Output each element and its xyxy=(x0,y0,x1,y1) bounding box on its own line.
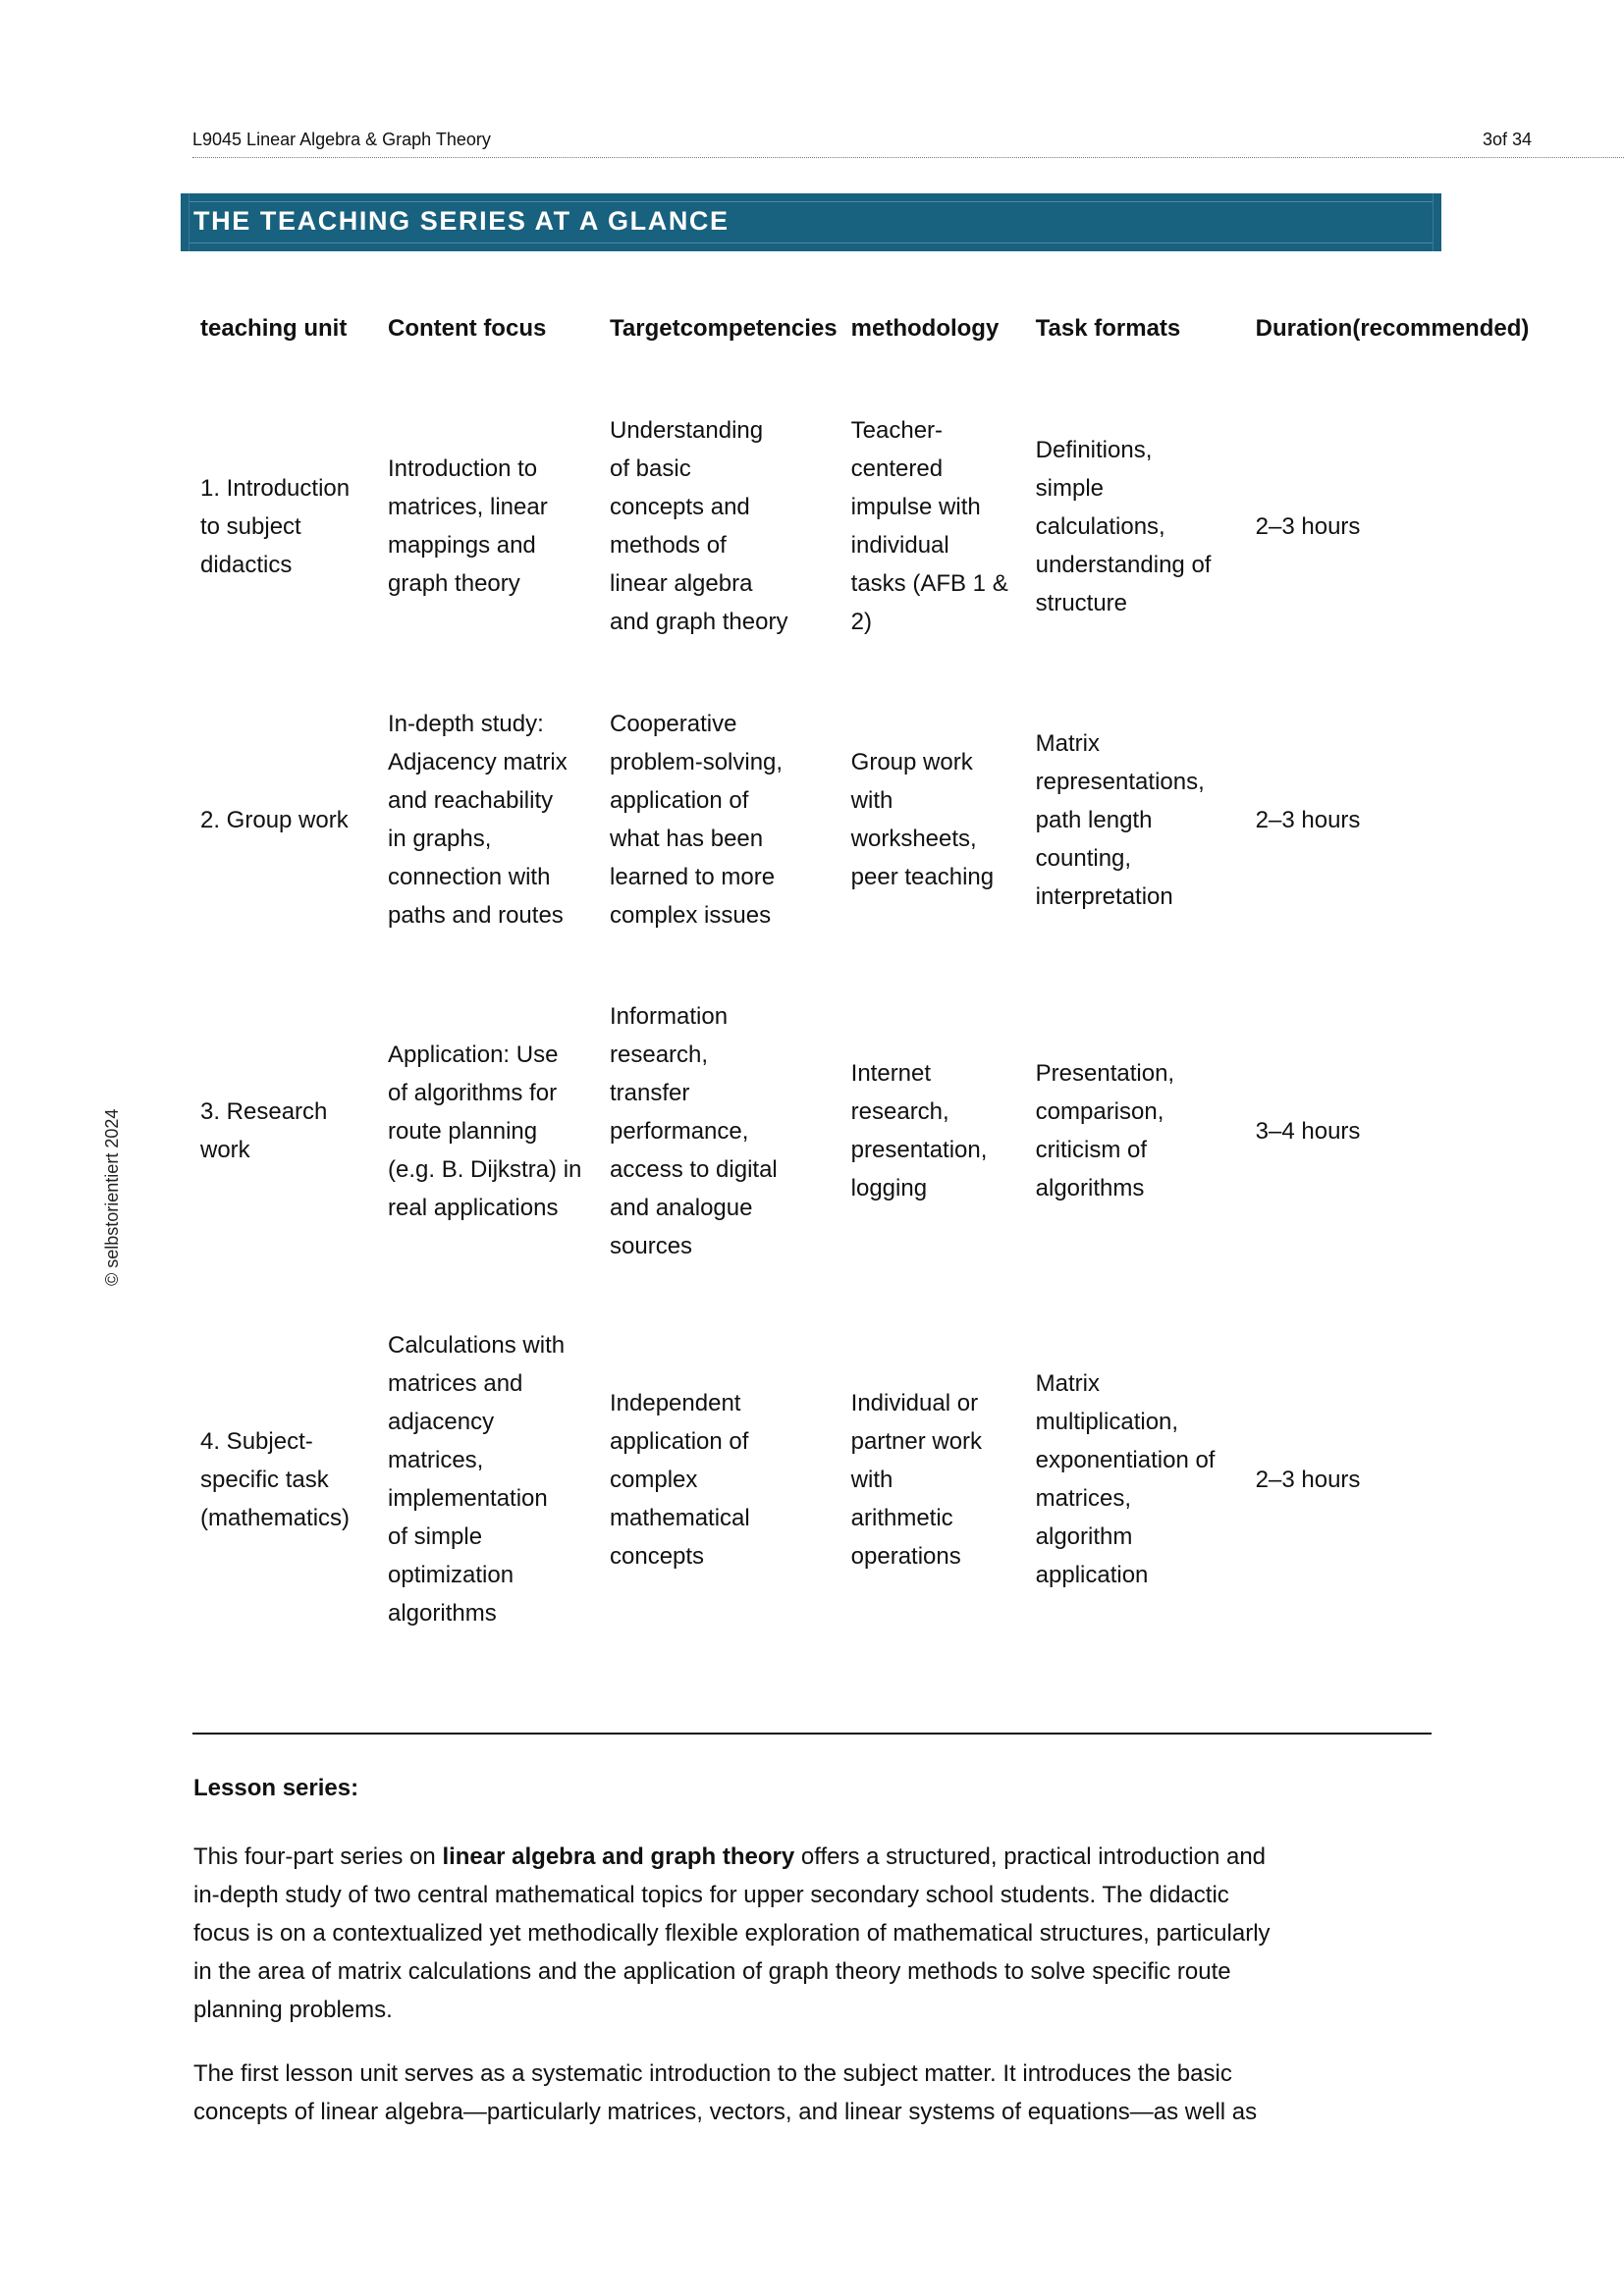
cell-duration xyxy=(1249,673,1537,966)
cell-line: counting, xyxy=(1035,844,1132,872)
header-dotted-divider xyxy=(192,157,1624,158)
header-methodology xyxy=(844,277,1029,379)
cell-line: methodology xyxy=(850,314,1000,342)
cell-line: (recommended) xyxy=(1352,314,1530,342)
cell-content-focus xyxy=(381,673,603,966)
table-row xyxy=(193,673,1536,966)
cell-line: access to digital xyxy=(610,1155,778,1183)
cell-line: structure xyxy=(1035,589,1128,616)
cell-line: (mathematics) xyxy=(200,1504,351,1531)
cell-line: to subject xyxy=(200,512,301,540)
cell-line: arithmetic xyxy=(850,1504,953,1531)
running-header xyxy=(192,130,1624,159)
cell-line: In-depth study: xyxy=(388,711,544,737)
cell-line: 2) xyxy=(850,609,872,635)
cell-line: Introduction to xyxy=(388,455,538,482)
cell-target-competencies xyxy=(603,1296,844,1663)
cell-line: 2–3 hours xyxy=(1255,1466,1361,1493)
paragraph-line: in the area of matrix calculations and the application of graph theory methods to solve specific route xyxy=(193,1958,1231,1985)
copyright-note: © selbstorientiert 2024 xyxy=(102,1108,122,1286)
cell-line: Matrix xyxy=(1035,1370,1100,1397)
cell-line: peer teaching xyxy=(850,864,995,890)
cell-line: understanding of xyxy=(1035,551,1212,578)
cell-line: algorithms xyxy=(388,1600,497,1627)
cell-line: Content focus xyxy=(388,314,547,342)
cell-line: complex xyxy=(610,1466,698,1493)
cell-line: specific task xyxy=(200,1466,329,1493)
cell-line: Understanding xyxy=(610,417,764,444)
cell-teaching-unit xyxy=(193,673,381,966)
cell-duration xyxy=(1249,1296,1537,1663)
cell-line: of simple xyxy=(388,1523,483,1550)
cell-line: what has been xyxy=(610,826,764,852)
cell-line: methods of xyxy=(610,532,727,559)
paragraph-line: concepts of linear algebra—particularly matrices, vectors, and linear systems of equations—as well as xyxy=(193,2099,1258,2125)
cell-line: path length xyxy=(1035,806,1153,833)
cell-line: research, xyxy=(610,1041,709,1068)
cell-line: application of xyxy=(610,787,749,814)
cell-line: tasks (AFB 1 & xyxy=(850,570,1008,597)
cell-line: operations xyxy=(850,1542,961,1570)
cell-line: partner work xyxy=(850,1427,983,1455)
section-title: THE TEACHING SERIES AT A GLANCE xyxy=(193,206,730,236)
cell-line: criticism of xyxy=(1035,1137,1147,1163)
paragraph-line: planning problems. xyxy=(193,1997,393,2023)
cell-teaching-unit xyxy=(193,379,381,673)
cell-line: representations, xyxy=(1035,768,1205,795)
cell-line: research, xyxy=(850,1098,949,1125)
cell-line: 4. Subject- xyxy=(200,1427,313,1455)
lesson-series-paragraph-2 xyxy=(193,2055,1450,2131)
cell-line: didactics xyxy=(200,551,293,578)
cell-line: performance, xyxy=(610,1117,749,1145)
paragraph-line: focus is on a contextualized yet methodically flexible exploration of mathematical structures, particularly xyxy=(193,1920,1271,1947)
cell-line: multiplication, xyxy=(1035,1409,1179,1435)
cell-line: Independent xyxy=(610,1389,741,1416)
cell-line: implementation xyxy=(388,1485,548,1512)
cell-line: Application: Use xyxy=(388,1041,559,1068)
cell-task-formats xyxy=(1029,673,1249,966)
cell-line: concepts and xyxy=(610,494,750,520)
cell-line: Presentation, xyxy=(1035,1060,1175,1087)
cell-line: adjacency xyxy=(388,1409,495,1435)
cell-line: matrices, linear xyxy=(388,494,548,520)
cell-teaching-unit xyxy=(193,1296,381,1663)
teaching-series-table xyxy=(193,277,1536,1663)
cell-line: and graph theory xyxy=(610,609,788,635)
cell-content-focus xyxy=(381,1296,603,1663)
cell-line: Task formats xyxy=(1035,314,1181,342)
cell-line: algorithm xyxy=(1035,1523,1133,1550)
cell-line: 3–4 hours xyxy=(1255,1117,1361,1145)
cell-task-formats xyxy=(1029,1296,1249,1663)
cell-teaching-unit xyxy=(193,966,381,1296)
section-banner xyxy=(181,193,1441,251)
cell-line: optimization xyxy=(388,1562,514,1588)
page-indicator: 3of 34 xyxy=(1483,130,1533,149)
cell-task-formats xyxy=(1029,966,1249,1296)
cell-line: interpretation xyxy=(1035,882,1173,910)
paragraph-line: in-depth study of two central mathematical topics for upper secondary school students. The didactic xyxy=(193,1882,1229,1908)
cell-line: teaching unit xyxy=(200,314,348,342)
cell-duration xyxy=(1249,379,1537,673)
cell-line: 1. Introduction xyxy=(200,474,351,502)
cell-line: Adjacency matrix xyxy=(388,749,568,775)
cell-methodology xyxy=(844,673,1029,966)
cell-line: Cooperative xyxy=(610,711,737,737)
table-row xyxy=(193,966,1536,1296)
cell-line: Duration xyxy=(1255,314,1353,342)
cell-methodology xyxy=(844,1296,1029,1663)
cell-line: Calculations with xyxy=(388,1332,566,1359)
cell-line: Information xyxy=(610,1002,729,1030)
cell-line: Internet xyxy=(850,1060,932,1087)
cell-line: linear algebra xyxy=(610,570,753,597)
section-divider xyxy=(192,1733,1432,1735)
cell-line: comparison, xyxy=(1035,1098,1164,1125)
paragraph-line xyxy=(193,1838,1450,1876)
cell-line: (e.g. B. Dijkstra) in xyxy=(388,1155,582,1183)
cell-line: Teacher- xyxy=(850,417,944,444)
paragraph-line: The first lesson unit serves as a systematic introduction to the subject matter. It introduces the basic xyxy=(193,2060,1232,2087)
text-span: This four-part series on xyxy=(193,1843,443,1870)
cell-line: of algorithms for xyxy=(388,1079,558,1106)
cell-line: Group work xyxy=(850,749,973,775)
document-title: L9045 Linear Algebra & Graph Theory xyxy=(192,130,491,149)
cell-content-focus xyxy=(381,379,603,673)
cell-line: with xyxy=(850,1466,893,1493)
cell-line: exponentiation of xyxy=(1035,1447,1216,1473)
cell-line: matrices and xyxy=(388,1370,523,1397)
cell-line: Matrix xyxy=(1035,729,1100,757)
cell-duration xyxy=(1249,966,1537,1296)
cell-line: learned to more xyxy=(610,864,776,890)
table-row xyxy=(193,379,1536,673)
cell-line: 2. Group work xyxy=(200,806,349,833)
cell-task-formats xyxy=(1029,379,1249,673)
cell-line: real applications xyxy=(388,1194,559,1221)
cell-line: Target xyxy=(610,314,680,342)
cell-line: Individual or xyxy=(850,1389,979,1416)
cell-line: mappings and xyxy=(388,532,536,559)
table-header-row xyxy=(193,277,1536,379)
cell-line: graph theory xyxy=(388,570,520,597)
cell-line: calculations, xyxy=(1035,512,1165,540)
cell-target-competencies xyxy=(603,966,844,1296)
cell-line: work xyxy=(200,1137,250,1163)
cell-line: Definitions, xyxy=(1035,436,1153,463)
cell-line: application of xyxy=(610,1427,749,1455)
cell-line: application xyxy=(1035,1562,1149,1588)
cell-line: with xyxy=(850,787,893,814)
header-target-competencies xyxy=(603,277,844,379)
cell-line: matrices, xyxy=(1035,1485,1132,1512)
cell-line: of basic xyxy=(610,455,691,482)
cell-line: individual xyxy=(850,532,949,559)
cell-line: route planning xyxy=(388,1117,538,1145)
header-content-focus xyxy=(381,277,603,379)
cell-line: logging xyxy=(850,1175,928,1201)
cell-line: and reachability xyxy=(388,787,554,814)
cell-line: transfer xyxy=(610,1079,690,1106)
cell-line: sources xyxy=(610,1232,693,1259)
cell-line: centered xyxy=(850,455,944,482)
cell-methodology xyxy=(844,379,1029,673)
cell-target-competencies xyxy=(603,379,844,673)
header-duration xyxy=(1249,277,1537,379)
lesson-series-label: Lesson series: xyxy=(193,1775,359,1801)
cell-methodology xyxy=(844,966,1029,1296)
cell-target-competencies xyxy=(603,673,844,966)
cell-line: matrices, xyxy=(388,1447,484,1473)
cell-line: concepts xyxy=(610,1542,705,1570)
cell-line: competencies xyxy=(679,314,838,342)
emphasis-text: linear algebra and graph theory xyxy=(442,1843,795,1870)
header-teaching-unit xyxy=(193,277,381,379)
cell-line: and analogue xyxy=(610,1194,753,1221)
cell-line: 2–3 hours xyxy=(1255,512,1361,540)
text-span: offers a structured, practical introduction and xyxy=(794,1843,1267,1870)
cell-line: worksheets, xyxy=(850,826,977,852)
cell-line: simple xyxy=(1035,474,1105,502)
lesson-series-paragraph-1 xyxy=(193,1838,1450,2029)
cell-line: presentation, xyxy=(850,1137,988,1163)
cell-line: connection with xyxy=(388,864,551,890)
cell-line: 2–3 hours xyxy=(1255,806,1361,833)
cell-line: 3. Research xyxy=(200,1098,328,1125)
cell-line: in graphs, xyxy=(388,826,492,852)
cell-line: algorithms xyxy=(1035,1175,1145,1201)
table-row xyxy=(193,1296,1536,1663)
cell-line: mathematical xyxy=(610,1504,750,1531)
header-task-formats xyxy=(1029,277,1249,379)
cell-line: problem-solving, xyxy=(610,749,784,775)
cell-line: impulse with xyxy=(850,494,981,520)
cell-content-focus xyxy=(381,966,603,1296)
cell-line: complex issues xyxy=(610,902,772,929)
cell-line: paths and routes xyxy=(388,902,564,929)
